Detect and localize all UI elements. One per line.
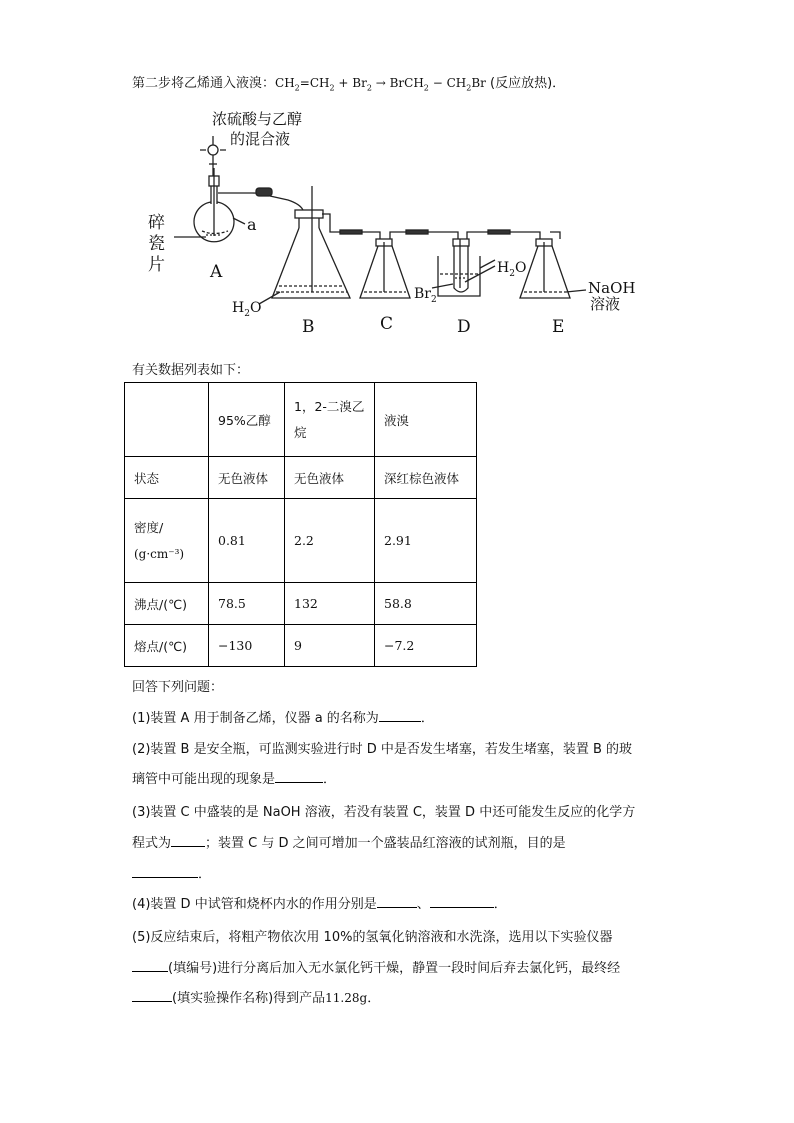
question-2-line-1: (2)装置 B 是安全瓶，可监测实验进行时 D 中是否发生堵塞，若发生堵塞，装置 B 的玻 <box>132 742 633 757</box>
table-corner-cell <box>125 383 209 457</box>
h2o-b: $H_2O$ <box>232 300 262 319</box>
br2-d: $Br_2$ <box>414 286 437 305</box>
answer-blank[interactable] <box>430 894 494 908</box>
label-C: C <box>380 314 394 334</box>
table-cell: 无色液体 <box>285 457 375 499</box>
questions-intro: 回答下列问题： <box>132 680 224 695</box>
label-B: B <box>302 317 315 337</box>
answer-blank[interactable] <box>132 958 168 972</box>
reaction-equation: $CH_2=CH_2 + Br_2$ → BrCH$_2$ − $CH_2Br$ <box>275 76 486 93</box>
table-cell: 2.2 <box>285 499 375 583</box>
answer-blank[interactable] <box>275 769 323 783</box>
table-header-bromine: 液溴 <box>375 383 477 457</box>
row-label: 密度/ (g·cm⁻³) <box>125 499 209 583</box>
porcelain-label-2: 瓷 <box>148 234 165 254</box>
question-5-line-1: (5)反应结束后，将粗产物依次用 10%的氢氧化钠溶液和水洗涤，选用以下实验仪器 <box>132 930 613 945</box>
properties-table <box>124 382 477 667</box>
answer-blank[interactable] <box>379 708 421 722</box>
table-cell: 2.91 <box>375 499 477 583</box>
answer-blank[interactable] <box>171 833 205 847</box>
question-3-line-1: (3)装置 C 中盛装的是 NaOH 溶液，若没有装置 C，装置 D 中还可能发生反应的化学方 <box>132 805 636 820</box>
row-label: 熔点/(℃) <box>125 625 209 667</box>
product-mass: 11.28g <box>325 991 368 1005</box>
table-cell: 深红棕色液体 <box>375 457 477 499</box>
h2o-d: $H_2O$ <box>497 260 527 279</box>
table-row <box>125 625 477 667</box>
row-label: 沸点/(℃) <box>125 583 209 625</box>
answer-blank[interactable] <box>377 894 417 908</box>
question-3-line-3: ． <box>132 863 211 882</box>
question-3-line-2: 程式为 ；装置 C 与 D 之间可增加一个盛装品红溶液的试剂瓶，目的是 <box>132 832 566 851</box>
table-cell: −7.2 <box>375 625 477 667</box>
question-1: (1)装置 A 用于制备乙烯，仪器 a 的名称为 ． <box>132 707 434 726</box>
naoh-label-1: NaOH <box>588 279 636 297</box>
table-cell: −130 <box>209 625 285 667</box>
table-cell: 78.5 <box>209 583 285 625</box>
table-cell: 58.8 <box>375 583 477 625</box>
table-header-ethanol: 95%乙醇 <box>209 383 285 457</box>
intro-prefix: 第二步将乙烯通入液溴： <box>132 76 276 91</box>
label-D: D <box>457 317 471 337</box>
intro-line <box>132 72 565 92</box>
table-cell: 132 <box>285 583 375 625</box>
question-4: (4)装置 D 中试管和烧杯内水的作用分别是 、 ． <box>132 893 507 912</box>
intro-suffix: (反应放热)． <box>485 76 566 91</box>
label-a: a <box>247 215 257 234</box>
funnel-label-1: 浓硫酸与乙醇 <box>212 110 303 128</box>
label-A: A <box>210 262 223 282</box>
porcelain-label-3: 片 <box>148 255 165 275</box>
table-row <box>125 499 477 583</box>
table-row <box>125 583 477 625</box>
table-cell: 9 <box>285 625 375 667</box>
row-label: 状态 <box>125 457 209 499</box>
table-header-dibromoethane: 1，2-二溴乙 烷 <box>285 383 375 457</box>
answer-blank[interactable] <box>132 864 198 878</box>
table-intro: 有关数据列表如下： <box>132 363 250 378</box>
funnel-label-2: 的混合液 <box>230 130 291 148</box>
question-5-line-3: (填实验操作名称)得到产品11.28g． <box>132 987 380 1006</box>
apparatus-diagram <box>140 106 650 342</box>
porcelain-label-1: 碎 <box>148 213 165 233</box>
naoh-label-2: 溶液 <box>590 295 621 313</box>
answer-blank[interactable] <box>132 988 172 1002</box>
question-2-line-2: 璃管中可能出现的现象是 ． <box>132 768 336 787</box>
table-row <box>125 457 477 499</box>
label-E: E <box>552 317 565 337</box>
table-cell: 无色液体 <box>209 457 285 499</box>
table-cell: 0.81 <box>209 499 285 583</box>
question-5-line-2: (填编号)进行分离后加入无水氯化钙干燥，静置一段时间后弃去氯化钙，最终经 <box>132 957 620 976</box>
